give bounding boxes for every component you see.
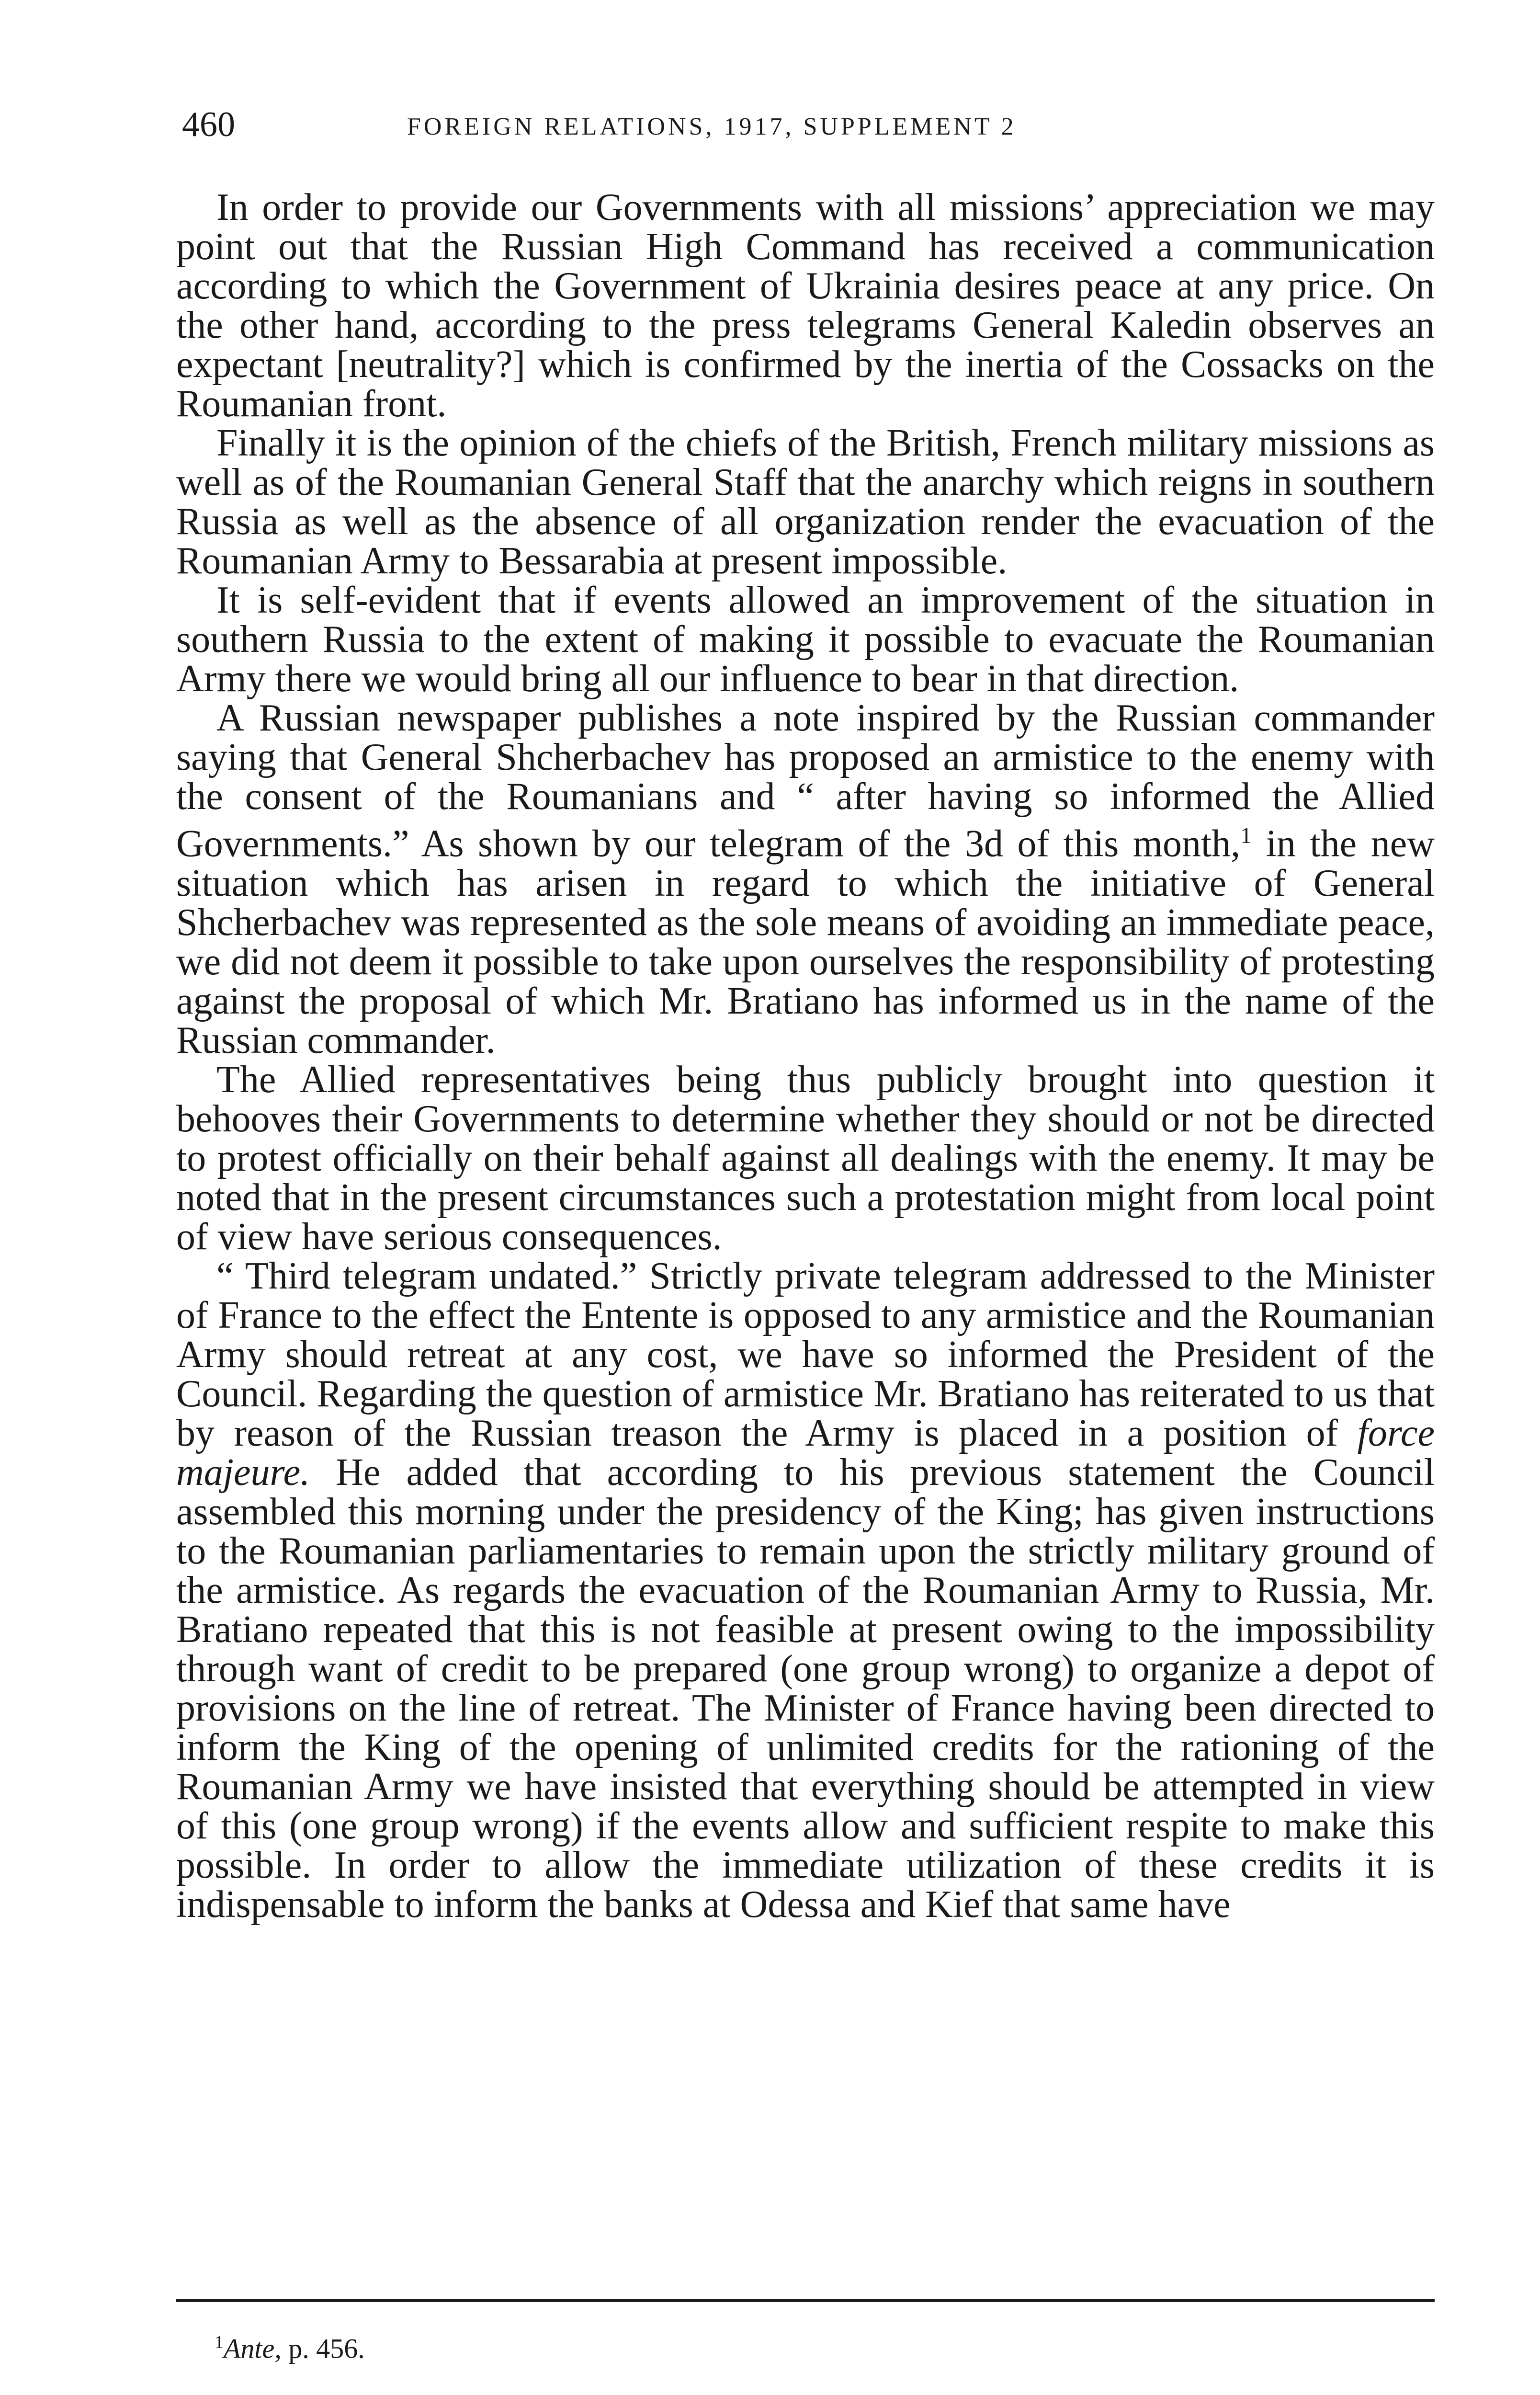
paragraph-text: He added that according to his previous statement the Council assembled this morning under the presidency of the King; has given instructions to the Roumanian parliamentaries to remain upon the strictly military ground of the armistice. As regards the evacuation of the Roumanian Army to Russia, Mr. Bratiano repeated that this is not feasible at present owing to the impossibility through want of credit to be prepared (one group wrong) to organize a depot of provisions on the line of retreat. The Minister of France having been directed to inform the King of the opening of unlimited credits for the rationing of the Roumanian Army we have insisted that everything should be attempted in view of this (one group wrong) if the events allow and sufficient respite to make this possible. In order to allow the immediate utilization of these credits it is indispensable to inform the banks at Odessa and Kief that same have <box>176 1451 1435 1926</box>
paragraph-text: It is self-evident that if events allowed an improvement of the situation in southern Russia to the extent of making it possible to evacuate the Roumanian Army there we would bring all our influence to bear in that direction. <box>176 579 1435 700</box>
running-head: FOREIGN RELATIONS, 1917, SUPPLEMENT 2 <box>407 113 1017 140</box>
paragraph-ukrainia <box>176 188 1435 423</box>
footnote-marker: 1 <box>215 2332 224 2352</box>
footnote-reference: 1 <box>1240 823 1252 848</box>
paragraph-third-telegram <box>176 1256 1435 1924</box>
paragraph-allied-representatives <box>176 1060 1435 1256</box>
footnote <box>215 2323 365 2368</box>
paragraph-text: The Allied representatives being thus publicly brought into question it behooves their Governments to determine whether they should or not be directed to protest officially on their behalf against all dealings with the enemy. It may be noted that in the present circumstances such a protestation might from local point of view have serious consequences. <box>176 1058 1435 1258</box>
paragraph-text: Finally it is the opinion of the chiefs of the British, French military missions as well as of the Roumanian General Staff that the anarchy which reigns in southern Russia as well as the absence of all organization render the evacuation of the Roumanian Army to Bessarabia at present impossible. <box>176 422 1435 582</box>
italic-phrase: force majeure. <box>176 1412 1435 1494</box>
paragraph-text: in the new situation which has arisen in regard to which the initiative of General Shcherbachev was represented as the sole means of avoiding an immediate peace, we did not deem it possible to take upon ourselves the responsibility of protesting against the proposal of which Mr. Bratiano has informed us in the name of the Russian commander. <box>176 822 1435 1061</box>
footnote-text: p. 456. <box>281 2333 365 2364</box>
body-text <box>176 188 1435 1924</box>
footnote-italic: Ante, <box>224 2333 282 2364</box>
paragraph-russian-newspaper <box>176 698 1435 1060</box>
paragraph-self-evident <box>176 581 1435 698</box>
paragraph-text: “ Third telegram undated.” Strictly private telegram addressed to the Minister of France to the effect the Entente is opposed to any armistice and the Roumanian Army should retreat at any cost, we have so informed the President of the Council. Regarding the question of armistice Mr. Bratiano has reiterated to us that by reason of the Russian treason the Army is placed in a position of <box>176 1255 1435 1454</box>
footnote-divider <box>176 2299 1435 2302</box>
paragraph-evacuation-impossible <box>176 423 1435 581</box>
paragraph-text: A Russian newspaper publishes a note inspired by the Russian commander saying that General Shcherbachev has proposed an armistice to the enemy with the consent of the Roumanians and “ after having so informed the Allied Governments.” As shown by our telegram of the 3d of this month, <box>176 697 1435 865</box>
page-number: 460 <box>182 105 235 144</box>
paragraph-text: In order to provide our Governments with all missions’ appreciation we may point out that the Russian High Command has received a communication according to which the Government of Ukrainia desires peace at any price. On the other hand, according to the press telegrams General Kaledin observes an expectant [neutrality?] which is confirmed by the inertia of the Cossacks on the Roumanian front. <box>176 186 1435 425</box>
page-header <box>182 98 1437 156</box>
